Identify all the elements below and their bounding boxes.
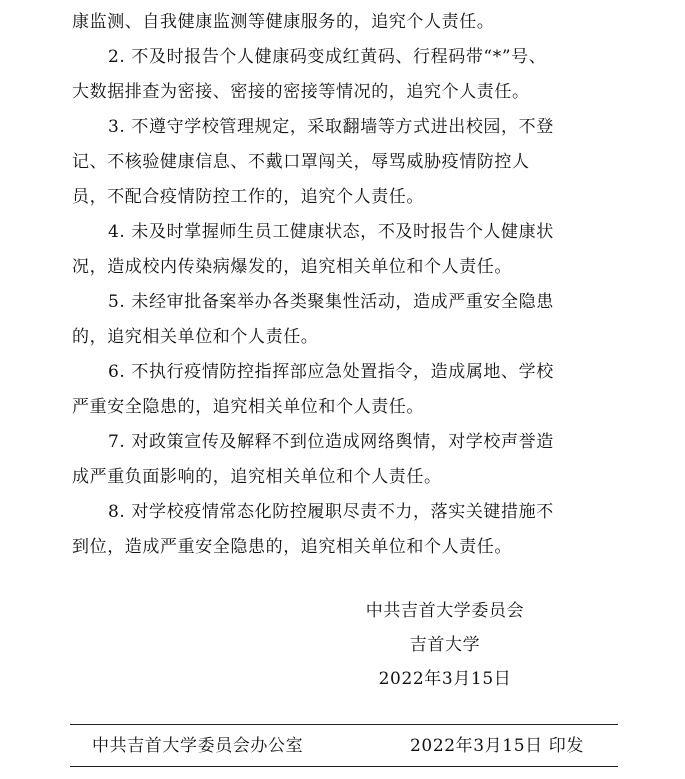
paragraph-line: 3. 不遵守学校管理规定，采取翻墙等方式进出校园，不登 [108, 117, 554, 137]
paragraph-line: 记、不核验健康信息、不戴口罩闯关，辱骂威胁疫情防控人 [72, 152, 530, 172]
paragraph-line: 7. 对政策宣传及解释不到位造成网络舆情，对学校声誉造 [108, 432, 554, 452]
paragraph-line: 的，追究相关单位和个人责任。 [72, 327, 319, 347]
paragraph-line: 5. 未经审批备案举办各类聚集性活动，造成严重安全隐患 [108, 292, 554, 312]
footer-rule-top [70, 724, 618, 725]
signature-org-committee: 中共吉首大学委员会 [365, 601, 525, 621]
paragraph-line: 8. 对学校疫情常态化防控履职尽责不力，落实关键措施不 [108, 502, 554, 522]
paragraph-line: 到位，造成严重安全隐患的，追究相关单位和个人责任。 [72, 537, 512, 557]
footer-print-date: 2022年3月15日 印发 [410, 736, 584, 756]
paragraph-line: 员，不配合疫情防控工作的，追究个人责任。 [72, 187, 424, 207]
paragraph-line: 2. 不及时报告个人健康码变成红黄码、行程码带“*”号、 [108, 47, 547, 67]
signature-date: 2022年3月15日 [378, 669, 512, 689]
paragraph-line: 大数据排查为密接、密接的密接等情况的，追究个人责任。 [72, 82, 530, 102]
paragraph-line: 康监测、自我健康监测等健康服务的，追究个人责任。 [72, 12, 495, 32]
paragraph-line: 4. 未及时掌握师生员工健康状态，不及时报告个人健康状 [108, 222, 554, 242]
paragraph-line: 况，造成校内传染病爆发的，追究相关单位和个人责任。 [72, 257, 512, 277]
signature-org-university: 吉首大学 [409, 635, 481, 655]
paragraph-line: 成严重负面影响的，追究相关单位和个人责任。 [72, 467, 442, 487]
footer-rule-bottom [70, 766, 618, 767]
footer-issuer: 中共吉首大学委员会办公室 [92, 736, 304, 756]
paragraph-line: 6. 不执行疫情防控指挥部应急处置指令，造成属地、学校 [108, 362, 554, 382]
paragraph-line: 严重安全隐患的，追究相关单位和个人责任。 [72, 397, 424, 417]
